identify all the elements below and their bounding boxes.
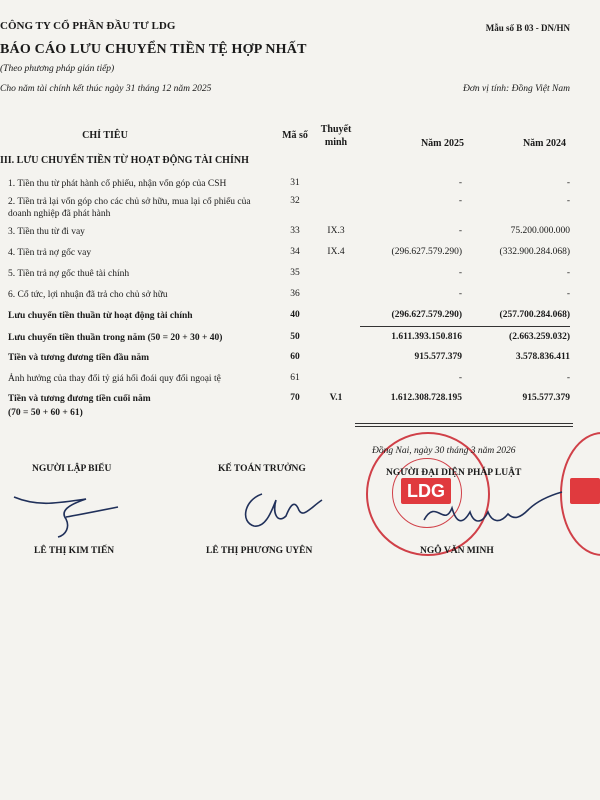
row-value-2025: (296.627.579.290) bbox=[391, 310, 462, 320]
row-label: 2. Tiền trả lại vốn góp cho các chủ sở hữu, mua lại cổ phiếu của doanh nghiệp đã phát hành bbox=[8, 197, 251, 219]
currency-unit: Đơn vị tính: Đồng Việt Nam bbox=[462, 84, 570, 94]
row-value-2025: 1.612.308.728.195 bbox=[390, 393, 462, 403]
row-value-2024: - bbox=[566, 196, 570, 206]
row-value-2024: (332.900.284.068) bbox=[499, 247, 570, 257]
row-label: Tiền và tương đương tiền cuối năm bbox=[8, 394, 151, 404]
row-value-2024: 75.200.000.000 bbox=[510, 226, 570, 236]
row-value-2025: 1.611.393.150.816 bbox=[391, 332, 462, 342]
row-note: V.1 bbox=[329, 393, 343, 403]
ldg-logo: LDG bbox=[401, 478, 451, 504]
method-note: (Theo phương pháp gián tiếp) bbox=[0, 64, 115, 74]
row-code: 60 bbox=[290, 352, 300, 362]
period-note: Cho năm tài chính kết thúc ngày 31 tháng 12 năm 2025 bbox=[0, 84, 212, 94]
section-title: III. LƯU CHUYỂN TIỀN TỪ HOẠT ĐỘNG TÀI CHÍNH bbox=[0, 155, 249, 166]
row-value-2025: - bbox=[458, 289, 462, 299]
row-code: 35 bbox=[290, 268, 300, 278]
row-code: 32 bbox=[290, 196, 300, 206]
row-label: Lưu chuyển tiền thuần từ hoạt động tài chính bbox=[8, 311, 193, 321]
representative-title: NGƯỜI ĐẠI DIỆN PHÁP LUẬT bbox=[386, 468, 522, 478]
row-code: 34 bbox=[290, 247, 300, 257]
company-name: CÔNG TY CỔ PHẦN ĐẦU TƯ LDG bbox=[0, 20, 176, 32]
row-note: IX.4 bbox=[327, 247, 345, 257]
row-value-2025: - bbox=[458, 268, 462, 278]
total-rule-1 bbox=[355, 423, 573, 424]
row-label: Lưu chuyển tiền thuần trong năm (50 = 20 + 30 + 40) bbox=[8, 333, 223, 343]
row-label: 4. Tiền trả nợ gốc vay bbox=[8, 248, 92, 258]
preparer-signature bbox=[8, 485, 128, 545]
row-code: 33 bbox=[290, 226, 300, 236]
row-code: 40 bbox=[290, 310, 300, 320]
col-header-code: Mã số bbox=[282, 130, 308, 141]
report-title: BÁO CÁO LƯU CHUYỂN TIỀN TỆ HỢP NHẤT bbox=[0, 42, 307, 57]
row-value-2024: (2.663.259.032) bbox=[509, 332, 570, 342]
row-value-2025: - bbox=[458, 196, 462, 206]
subtotal-rule-2025 bbox=[360, 326, 472, 327]
row-label: 1. Tiền thu từ phát hành cổ phiếu, nhận vốn góp của CSH bbox=[8, 179, 227, 189]
accountant-title: KẾ TOÁN TRƯỞNG bbox=[218, 464, 306, 474]
row-value-2024: - bbox=[566, 178, 570, 188]
row-note: IX.3 bbox=[327, 226, 345, 236]
accountant-name: LÊ THỊ PHƯƠNG UYÊN bbox=[206, 546, 313, 556]
row-value-2025: - bbox=[458, 178, 462, 188]
row-label-formula: (70 = 50 + 60 + 61) bbox=[8, 408, 83, 418]
form-number: Mẫu số B 03 - DN/HN bbox=[485, 23, 570, 33]
representative-name: NGÔ VĂN MINH bbox=[420, 546, 494, 556]
row-code: 50 bbox=[290, 332, 300, 342]
col-header-2024: Năm 2024 bbox=[522, 138, 566, 149]
row-value-2024: - bbox=[566, 268, 570, 278]
col-header-note-2: minh bbox=[324, 137, 348, 148]
representative-signature bbox=[418, 488, 568, 536]
row-value-2025: - bbox=[458, 226, 462, 236]
subtotal-rule-2024 bbox=[470, 326, 570, 327]
row-value-2025: (296.627.579.290) bbox=[391, 247, 462, 257]
row-label: 3. Tiền thu từ đi vay bbox=[8, 227, 85, 237]
preparer-name: LÊ THỊ KIM TIẾN bbox=[34, 546, 115, 556]
row-label: Tiền và tương đương tiền đầu năm bbox=[8, 353, 150, 363]
row-value-2024: 915.577.379 bbox=[522, 393, 570, 403]
row-value-2024: - bbox=[566, 289, 570, 299]
col-header-item: CHỈ TIÊU bbox=[82, 130, 128, 141]
total-rule-2 bbox=[355, 426, 573, 427]
row-code: 31 bbox=[290, 178, 300, 188]
row-code: 70 bbox=[290, 393, 300, 403]
preparer-title: NGƯỜI LẬP BIỂU bbox=[32, 464, 112, 474]
col-header-2025: Năm 2025 bbox=[420, 138, 464, 149]
signing-date: Đồng Nai, ngày 30 tháng 3 năm 2026 bbox=[372, 446, 516, 456]
row-value-2025: 915.577.379 bbox=[414, 352, 462, 362]
row-value-2024: (257.700.284.068) bbox=[499, 310, 570, 320]
accountant-signature bbox=[232, 486, 332, 536]
ldg-logo-partial bbox=[570, 478, 600, 504]
row-value-2024: 3.578.836.411 bbox=[515, 352, 570, 362]
row-code: 36 bbox=[290, 289, 300, 299]
row-value-2025: - bbox=[458, 373, 462, 383]
row-code: 61 bbox=[290, 373, 300, 383]
row-label: Ảnh hưởng của thay đổi tỷ giá hối đoái quy đổi ngoại tệ bbox=[8, 374, 221, 384]
row-label: 5. Tiền trả nợ gốc thuê tài chính bbox=[8, 269, 130, 279]
row-value-2024: - bbox=[566, 373, 570, 383]
col-header-note-1: Thuyết bbox=[320, 124, 352, 135]
row-label: 6. Cổ tức, lợi nhuận đã trả cho chủ sở hữu bbox=[8, 290, 168, 300]
